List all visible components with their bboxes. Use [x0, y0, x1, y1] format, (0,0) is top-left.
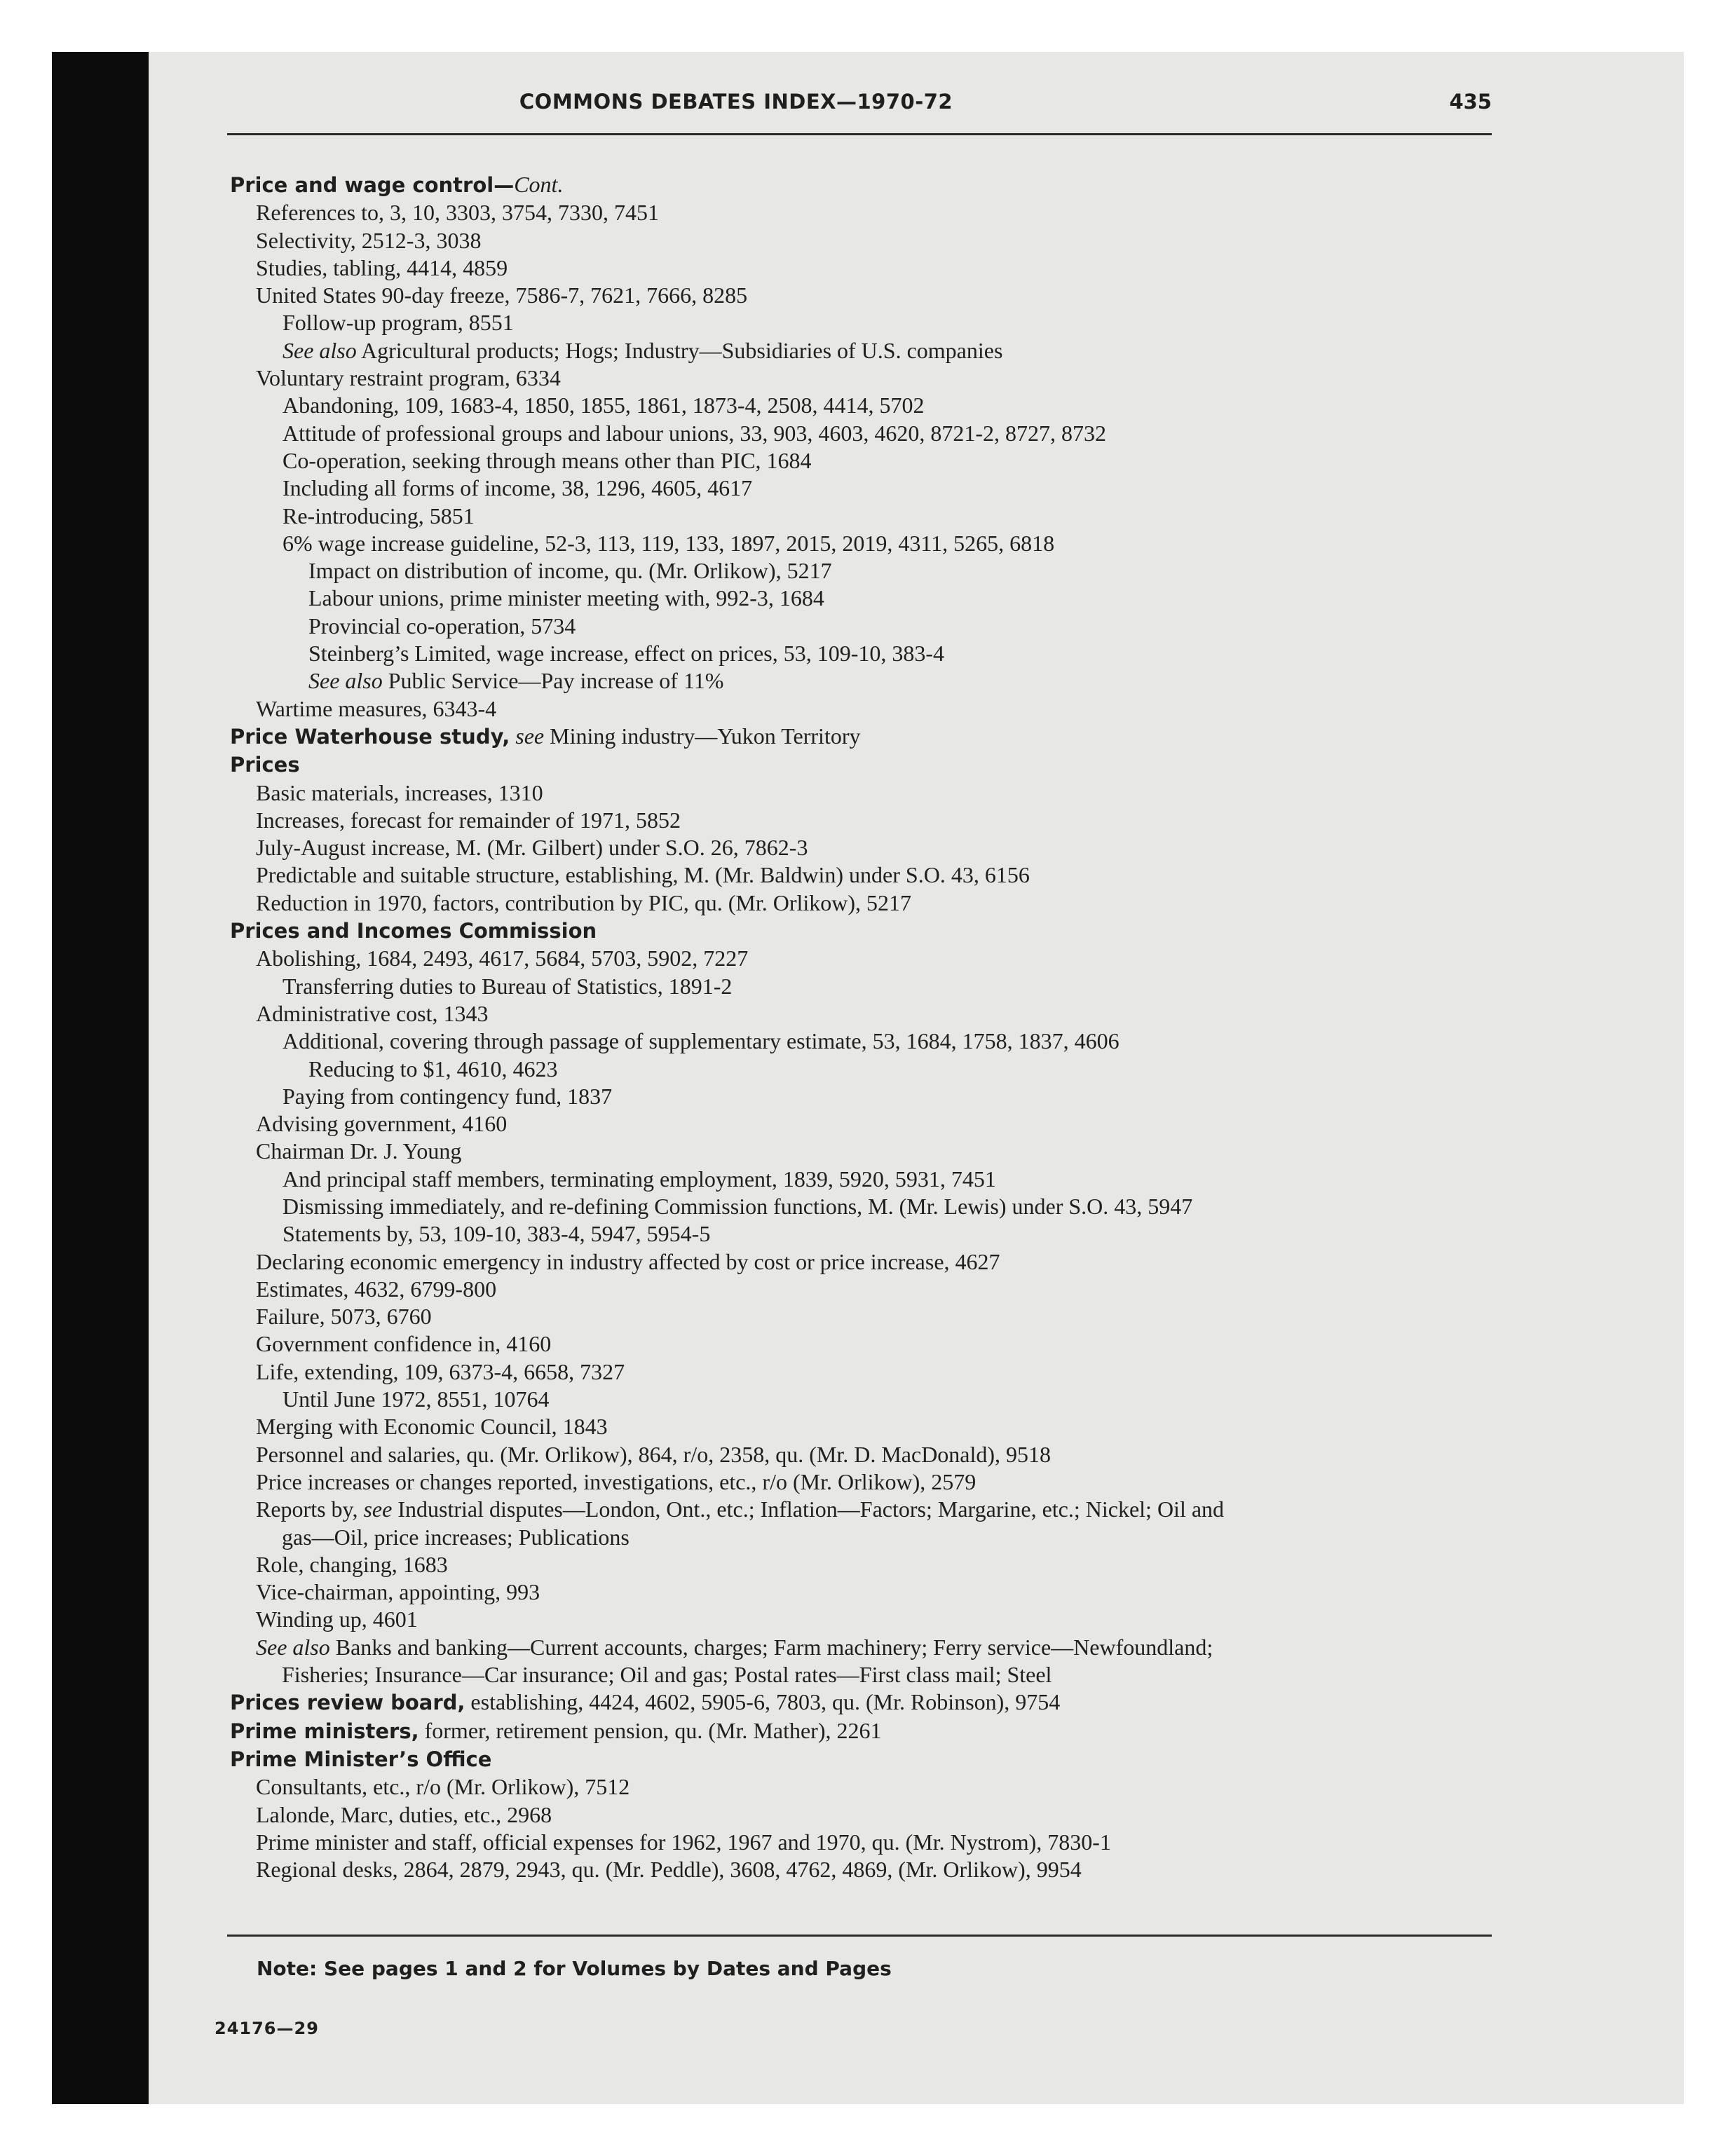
index-subentry [230, 1083, 1520, 1110]
cross-reference-label: See also [256, 1634, 330, 1660]
index-subentry [230, 1551, 1520, 1578]
entry-text: Winding up, 4601 [256, 1606, 418, 1632]
entry-text: Attitude of professional groups and labour unions, 33, 903, 4603, 4620, 8721-2, 8727, 8732 [283, 420, 1106, 446]
index-subentry [230, 807, 1520, 834]
index-subentry [230, 1110, 1520, 1138]
index-subentry [230, 1248, 1520, 1276]
entry-text: Mining industry—Yukon Territory [544, 723, 861, 749]
entry-text: Voluntary restraint program, 6334 [256, 365, 561, 391]
index-subentry [230, 364, 1520, 392]
index-subentry [230, 1413, 1520, 1440]
entry-text: Studies, tabling, 4414, 4859 [256, 254, 508, 280]
entry-text: gas—Oil, price increases; Publications [282, 1524, 630, 1550]
print-code: 24176—29 [215, 2019, 319, 2038]
index-subentry [230, 309, 1520, 336]
index-subentry [230, 1303, 1520, 1330]
cross-reference-label: See also [283, 337, 357, 363]
entry-text: Government confidence in, 4160 [256, 1331, 552, 1357]
entry-text: And principal staff members, terminating employment, 1839, 5920, 5931, 7451 [283, 1166, 996, 1192]
index-subentry [230, 1386, 1520, 1413]
index-subentry [230, 1606, 1520, 1633]
index-subentry [230, 475, 1520, 502]
entry-text: Role, changing, 1683 [256, 1551, 448, 1577]
index-subentry [230, 861, 1520, 889]
heading-term: Prime Minister’s Office [230, 1747, 492, 1771]
entry-text: Banks and banking—Current accounts, charges; Farm machinery; Ferry service—Newfoundland; [329, 1634, 1213, 1660]
index-entries [230, 171, 1520, 1883]
entry-text: Estimates, 4632, 6799-800 [256, 1276, 497, 1302]
running-header-title: COMMONS DEBATES INDEX—1970-72 [519, 90, 953, 114]
index-subentry [230, 1468, 1520, 1496]
index-subentry [230, 557, 1520, 585]
entry-text: Abandoning, 109, 1683-4, 1850, 1855, 1861, 1873-4, 2508, 4414, 5702 [283, 393, 925, 418]
cross-reference-label: see [510, 723, 545, 749]
index-subentry [230, 695, 1520, 723]
entry-text: Wartime measures, 6343-4 [256, 695, 497, 721]
index-heading [230, 751, 1520, 779]
index-subentry [230, 1856, 1520, 1883]
entry-text: Transferring duties to Bureau of Statistics, 1891-2 [283, 973, 733, 999]
entry-text: Administrative cost, 1343 [256, 1000, 489, 1026]
entry-text: Advising government, 4160 [256, 1111, 508, 1137]
entry-text: Impact on distribution of income, qu. (Mr. Orlikow), 5217 [308, 558, 832, 584]
entry-text: Merging with Economic Council, 1843 [256, 1414, 608, 1440]
entry-text: Vice-chairman, appointing, 993 [256, 1579, 540, 1605]
entry-text: Including all forms of income, 38, 1296, 4605, 4617 [283, 475, 753, 501]
index-subentry [230, 1634, 1520, 1661]
heading-term: Prime ministers, [230, 1719, 419, 1743]
volumes-note: Note: See pages 1 and 2 for Volumes by Dates and Pages [257, 1957, 892, 1980]
index-continuation [230, 1661, 1520, 1688]
index-heading [230, 723, 1520, 751]
entry-text: References to, 3, 10, 3303, 3754, 7330, 7451 [256, 200, 660, 226]
index-heading [230, 171, 1520, 199]
page-number: 435 [1449, 90, 1492, 114]
entry-text: United States 90-day freeze, 7586-7, 7621, 7666, 8285 [256, 282, 748, 308]
index-subentry [230, 1220, 1520, 1248]
entry-text: Increases, forecast for remainder of 1971, 5852 [256, 807, 681, 833]
entry-text: Chairman Dr. J. Young [256, 1138, 462, 1164]
heading-term: Prices review board, [230, 1691, 465, 1715]
cross-reference-label: See also [308, 668, 383, 694]
index-subentry [230, 779, 1520, 807]
index-subentry [230, 585, 1520, 612]
entry-text: Until June 1972, 8551, 10764 [283, 1386, 550, 1412]
index-subentry [230, 420, 1520, 447]
index-subentry [230, 1578, 1520, 1606]
entry-text: Industrial disputes—London, Ont., etc.; Inflation—Factors; Margarine, etc.; Nickel; Oil and [392, 1496, 1225, 1522]
entry-text: Failure, 5073, 6760 [256, 1304, 432, 1330]
index-subentry [230, 337, 1520, 364]
index-subentry [230, 1330, 1520, 1358]
entry-text: Selectivity, 2512-3, 3038 [256, 227, 482, 253]
index-subentry [230, 447, 1520, 475]
index-subentry [230, 1138, 1520, 1165]
index-subentry [230, 667, 1520, 695]
index-subentry [230, 282, 1520, 309]
index-heading [230, 1688, 1520, 1717]
index-subentry [230, 530, 1520, 557]
index-subentry [230, 1829, 1520, 1856]
entry-text: Paying from contingency fund, 1837 [283, 1083, 613, 1109]
index-subentry [230, 889, 1520, 917]
entry-text: Re-introducing, 5851 [283, 503, 475, 528]
entry-text: Reduction in 1970, factors, contribution by PIC, qu. (Mr. Orlikow), 5217 [256, 889, 912, 915]
index-subentry [230, 834, 1520, 861]
index-subentry [230, 392, 1520, 419]
entry-text: Agricultural products; Hogs; Industry—Subsidiaries of U.S. companies [356, 337, 1003, 363]
entry-text: Public Service—Pay increase of 11% [382, 668, 724, 694]
entry-text: establishing, 4424, 4602, 5905-6, 7803, qu. (Mr. Robinson), 9754 [465, 1689, 1061, 1715]
index-subentry [230, 640, 1520, 667]
index-heading [230, 917, 1520, 945]
entry-text: 6% wage increase guideline, 52-3, 113, 119, 133, 1897, 2015, 2019, 4311, 5265, 6818 [283, 530, 1055, 556]
index-heading [230, 1745, 1520, 1773]
index-subentry [230, 1193, 1520, 1220]
index-subentry [230, 227, 1520, 254]
entry-text: Dismissing immediately, and re-defining Commission functions, M. (Mr. Lewis) under S.O. 43, 5947 [283, 1193, 1193, 1219]
entry-text: Price increases or changes reported, investigations, etc., r/o (Mr. Orlikow), 2579 [256, 1468, 977, 1494]
entry-text: Steinberg’s Limited, wage increase, effect on prices, 53, 109-10, 383-4 [308, 641, 944, 667]
index-subentry [230, 1000, 1520, 1028]
index-subentry [230, 1801, 1520, 1829]
header-rule [227, 133, 1492, 135]
entry-text: Regional desks, 2864, 2879, 2943, qu. (Mr. Peddle), 3608, 4762, 4869, (Mr. Orlikow), 9954 [256, 1857, 1082, 1883]
index-subentry [230, 1166, 1520, 1193]
entry-text: Predictable and suitable structure, establishing, M. (Mr. Baldwin) under S.O. 43, 6156 [256, 862, 1030, 888]
entry-text: Labour unions, prime minister meeting with, 992-3, 1684 [308, 585, 824, 611]
index-subentry [230, 1773, 1520, 1801]
index-subentry [230, 199, 1520, 226]
heading-term: Prices [230, 753, 300, 777]
entry-text: Reports by, [256, 1496, 364, 1522]
entry-text: Declaring economic emergency in industry affected by cost or price increase, 4627 [256, 1248, 1000, 1274]
heading-term: Prices and Incomes Commission [230, 919, 597, 943]
index-subentry [230, 1276, 1520, 1303]
index-subentry [230, 1441, 1520, 1468]
entry-text: Abolishing, 1684, 2493, 4617, 5684, 5703, 5902, 7227 [256, 946, 749, 971]
index-heading [230, 1717, 1520, 1745]
index-subentry [230, 1056, 1520, 1083]
entry-text: Basic materials, increases, 1310 [256, 779, 543, 805]
index-subentry [230, 945, 1520, 972]
entry-text: Additional, covering through passage of supplementary estimate, 53, 1684, 1758, 1837, 4606 [283, 1028, 1120, 1054]
index-subentry [230, 1496, 1520, 1523]
index-subentry [230, 1028, 1520, 1055]
scan-black-edge [52, 52, 149, 2104]
entry-text: Fisheries; Insurance—Car insurance; Oil and gas; Postal rates—First class mail; Steel [282, 1662, 1052, 1688]
heading-term: Price Waterhouse study, [230, 724, 510, 749]
entry-text: former, retirement pension, qu. (Mr. Mather), 2261 [419, 1717, 882, 1743]
index-subentry [230, 503, 1520, 530]
entry-text: Provincial co-operation, 5734 [308, 613, 576, 639]
index-subentry [230, 613, 1520, 640]
entry-text: Reducing to $1, 4610, 4623 [308, 1056, 558, 1082]
index-subentry [230, 254, 1520, 282]
index-continuation [230, 1524, 1520, 1551]
index-subentry [230, 973, 1520, 1000]
entry-text: July-August increase, M. (Mr. Gilbert) under S.O. 26, 7862-3 [256, 835, 808, 861]
entry-text: Follow-up program, 8551 [283, 310, 514, 336]
entry-text: Consultants, etc., r/o (Mr. Orlikow), 7512 [256, 1774, 630, 1800]
entry-text: Lalonde, Marc, duties, etc., 2968 [256, 1801, 552, 1827]
footer-rule [227, 1935, 1492, 1937]
entry-text: Life, extending, 109, 6373-4, 6658, 7327 [256, 1358, 625, 1384]
entry-text: Prime minister and staff, official expenses for 1962, 1967 and 1970, qu. (Mr. Nystrom), 7830-1 [256, 1829, 1111, 1855]
index-subentry [230, 1358, 1520, 1386]
entry-text: Co-operation, seeking through means other than PIC, 1684 [283, 447, 812, 473]
heading-term: Price and wage control— [230, 173, 515, 197]
cross-reference-label: see [363, 1496, 393, 1522]
entry-text: Personnel and salaries, qu. (Mr. Orlikow), 864, r/o, 2358, qu. (Mr. D. MacDonald), 9518 [256, 1441, 1052, 1467]
cross-reference-label: Cont. [514, 172, 564, 197]
entry-text: Statements by, 53, 109-10, 383-4, 5947, 5954-5 [283, 1221, 711, 1247]
